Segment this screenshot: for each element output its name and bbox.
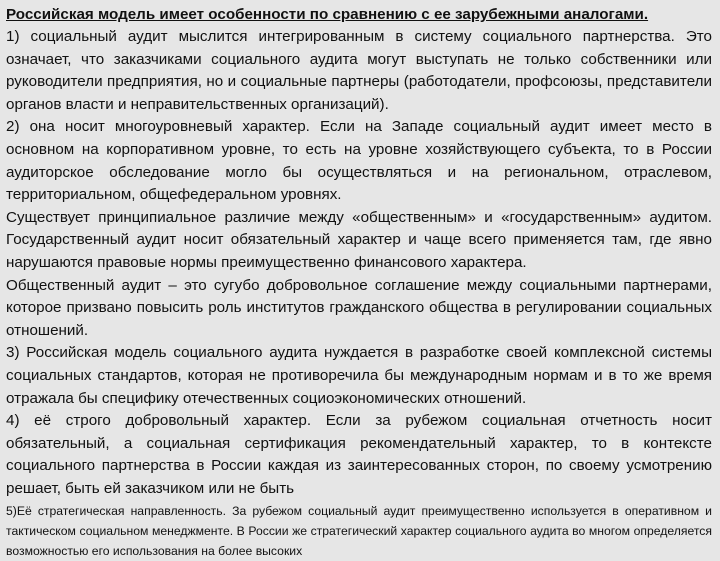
document-heading: Российская модель имеет особенности по сравнению с ее зарубежными аналогами. — [6, 6, 649, 23]
paragraph-3: Существует принципиальное различие между «общественным» и «государственным» аудитом. Государственный аудит носит обязательный характер и чаще всего применяется там, где явно нарушаются правовые нормы преимущественно финансового характера. — [6, 208, 712, 271]
paragraph-5: 3) Российская модель социального аудита нуждается в разработке своей комплексной системы социальных стандартов, которая не противоречила бы международным нормам и в то же время отражала бы специфику отечественных социоэкономических отношений. — [6, 344, 712, 407]
paragraph-2: 2) она носит многоуровневый характер. Если на Западе социальный аудит имеет место в основном на корпоративном уровне, то есть на уровне хозяйствующего субъекта, то в России аудиторское обследование могло бы осуществляться и на региональном, отраслевом, территориальном, общефедеральном уровнях. — [6, 118, 712, 204]
paragraph-4: Общественный аудит – это сугубо добровольное соглашение между социальными партнерами, которое призвано повысить роль институтов гражданского общества в регулировании социальных отношений. — [6, 276, 712, 339]
paragraph-1: 1) социальный аудит мыслится интегрированным в систему социального партнерства. Это означает, что заказчиками социального аудита могут выступать не только собственники или руководители предприятия, но и социальные партнеры (работодатели, профсоюзы, представители органов власти и неправительственных организаций). — [6, 28, 712, 113]
paragraph-6: 4) её строго добровольный характер. Если за рубежом социальная отчетность носит обязательный, а социальная сертификация рекомендательный характер, то в контексте социального партнерства в России каждая из заинтересованных сторон, по своему усмотрению решает, быть ей заказчиком или не быть — [6, 412, 712, 497]
paragraph-7: 5)Её стратегическая направленность. За рубежом социальный аудит преимущественно используется в оперативном и тактическом социальном менеджменте. В России же стратегический характер социального аудита во многом определяется возможностью его использования на более высоких — [6, 504, 712, 559]
